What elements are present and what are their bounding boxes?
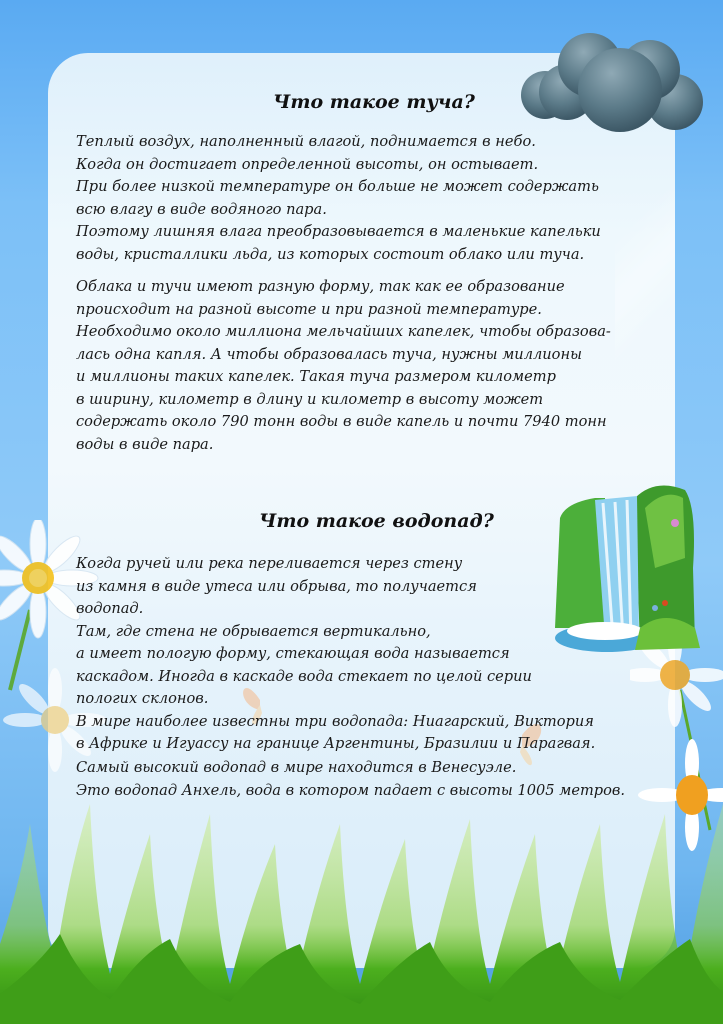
text-line: содержать около 790 тонн воды в виде капель и почти 7940 тонн <box>76 413 607 430</box>
text-line: Поэтому лишняя влага преобразовывается в маленькие капельки <box>76 223 601 240</box>
text-line: Когда он достигает определенной высоты, он остывает. <box>76 155 539 173</box>
cloud-paragraph-2 <box>76 276 611 456</box>
text-line: воды, кристаллики льда, из которых состоит облако или туча. <box>76 245 585 263</box>
text-line: из камня в виде утеса или обрыва, то получается <box>76 577 477 595</box>
section-title-waterfall: Что такое водопад? <box>259 510 494 532</box>
text-line: Облака и тучи имеют разную форму, так как ее образование <box>76 278 565 295</box>
text-line: каскадом. Иногда в каскаде вода стекает по целой серии <box>76 667 532 685</box>
text-line: пологих склонов. <box>76 690 209 707</box>
cloud-paragraph-1 <box>76 131 601 266</box>
light-ray <box>615 143 675 403</box>
text-line: в Африке и Игуассу на границе Аргентины, Бразилии и Парагвая. <box>76 735 596 752</box>
text-line: всю влагу в виде водяного пара. <box>76 200 327 218</box>
section-title-cloud: Что такое туча? <box>273 91 475 113</box>
waterfall-paragraph-2 <box>76 757 625 802</box>
text-line: Теплый воздух, наполненный влагой, поднимается в небо. <box>76 133 536 150</box>
text-line: а имеет пологую форму, стекающая вода называется <box>76 645 510 662</box>
text-line: воды в виде пара. <box>76 435 214 453</box>
text-line: Там, где стена не обрывается вертикально, <box>76 622 431 640</box>
text-line: Когда ручей или река переливается через стену <box>76 555 463 572</box>
text-line: в ширину, километр в длину и километр в высоту может <box>76 390 544 408</box>
text-line: Самый высокий водопад в мире находится в Венесуэле. <box>76 759 517 776</box>
text-line: лась одна капля. А чтобы образовалась туча, нужны миллионы <box>76 345 582 363</box>
text-line: происходит на разной высоте и при разной температуре. <box>76 300 542 318</box>
cloud-icon <box>515 30 705 135</box>
text-line: Это водопад Анхель, вода в котором падает с высоты 1005 метров. <box>76 781 626 799</box>
waterfall-paragraph-1 <box>76 553 595 756</box>
text-line: Необходимо около миллиона мельчайших капелек, чтобы образова- <box>76 323 611 340</box>
text-line: При более низкой температуре он больше не может содержать <box>76 178 599 195</box>
text-line: В мире наиболее известны три водопада: Ниагарский, Виктория <box>76 712 594 730</box>
text-line: водопад. <box>76 600 144 617</box>
text-line: и миллионы таких капелек. Такая туча размером километр <box>76 368 556 385</box>
daisy-flowers-right <box>630 630 723 860</box>
